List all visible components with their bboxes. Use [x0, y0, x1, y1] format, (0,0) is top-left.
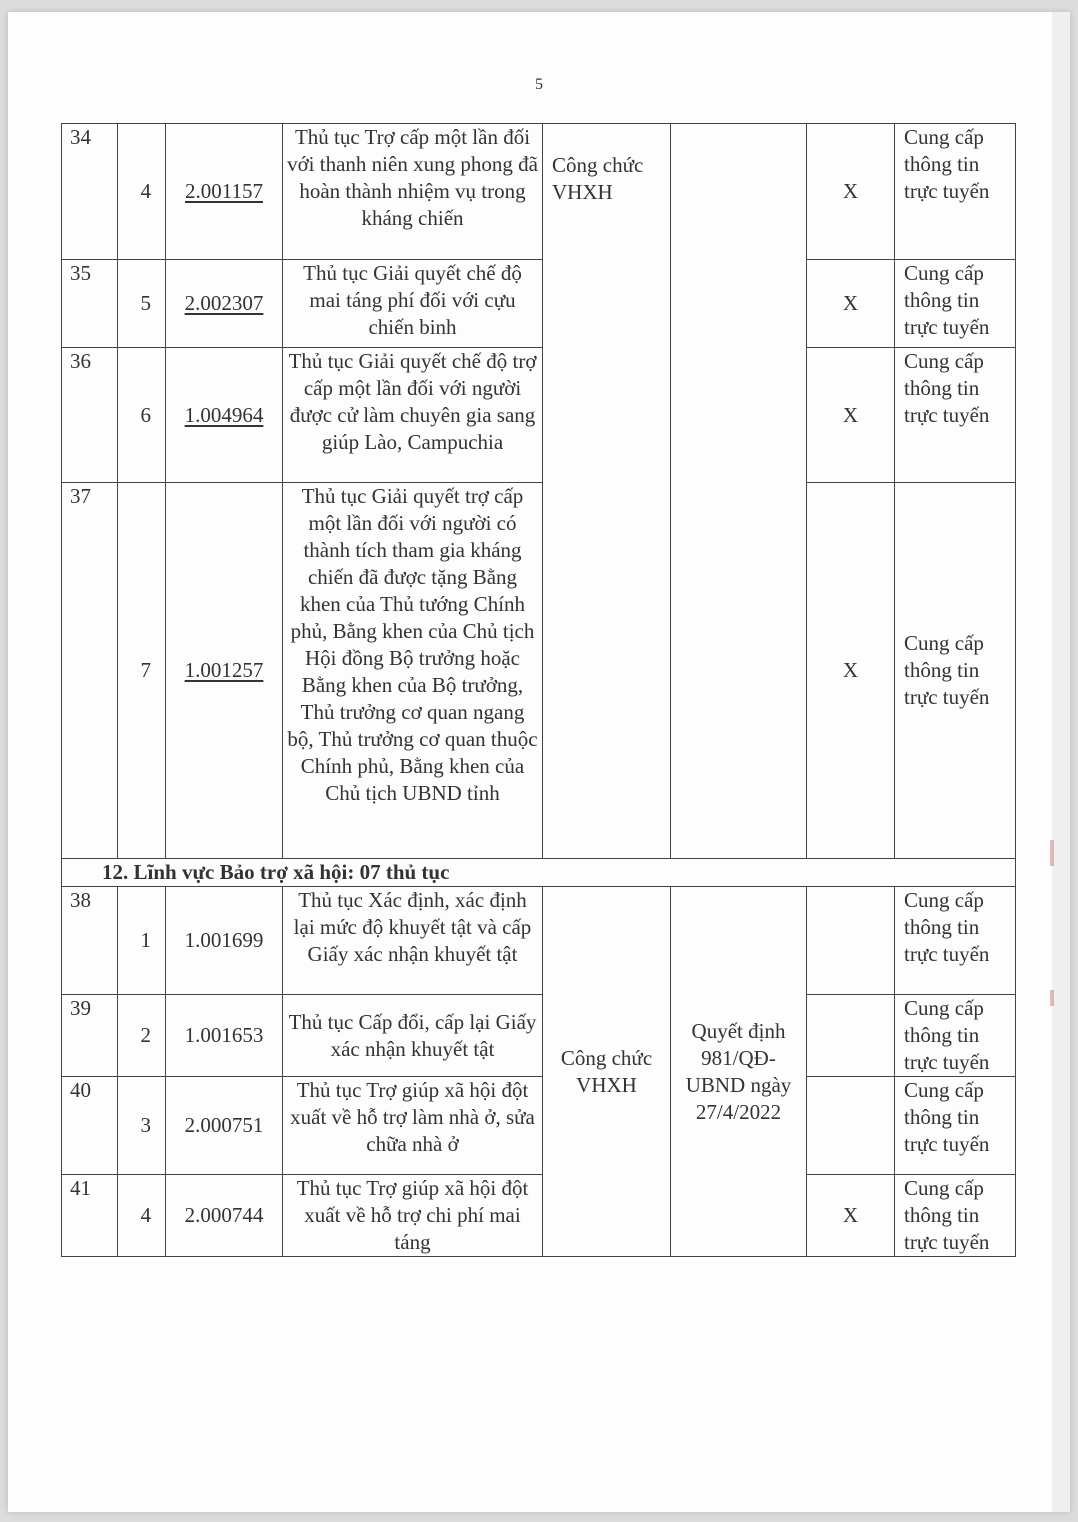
page-edge	[1052, 12, 1070, 1512]
service-level: Cung cấp thông tin trực tuyến	[895, 483, 1016, 859]
service-level: Cung cấp thông tin trực tuyến	[895, 1077, 1016, 1175]
row-sub-number: 3	[118, 1077, 166, 1175]
mark-cell: X	[807, 348, 895, 483]
row-sub-number: 4	[118, 1175, 166, 1257]
row-number: 36	[62, 348, 118, 483]
procedure-name: Thủ tục Trợ giúp xã hội đột xuất về hỗ trợ chi phí mai táng	[283, 1175, 543, 1257]
section-title: 12. Lĩnh vực Bảo trợ xã hội: 07 thủ tục	[62, 859, 1016, 887]
row-sub-number: 2	[118, 995, 166, 1077]
table-row	[62, 124, 1016, 260]
row-number: 38	[62, 887, 118, 995]
procedure-code-link[interactable]: 1.004964	[166, 348, 283, 483]
procedure-code-link[interactable]: 2.002307	[166, 260, 283, 348]
row-number: 37	[62, 483, 118, 859]
procedure-name: Thủ tục Giải quyết chế độ trợ cấp một lần đối với người được cử làm chuyên gia sang giúp Lào, Campuchia	[283, 348, 543, 483]
procedure-code: 1.001653	[166, 995, 283, 1077]
page-number: 5	[535, 76, 543, 93]
table-row	[62, 1077, 1016, 1175]
mark-cell: X	[807, 483, 895, 859]
row-sub-number: 5	[118, 260, 166, 348]
mark-cell	[807, 1077, 895, 1175]
procedure-code: 2.000744	[166, 1175, 283, 1257]
mark-cell	[807, 995, 895, 1077]
section-header-row	[62, 859, 1016, 887]
procedure-code: 2.000751	[166, 1077, 283, 1175]
procedure-name: Thủ tục Xác định, xác định lại mức độ khuyết tật và cấp Giấy xác nhận khuyết tật	[283, 887, 543, 995]
row-sub-number: 6	[118, 348, 166, 483]
procedure-name: Thủ tục Cấp đổi, cấp lại Giấy xác nhận khuyết tật	[283, 995, 543, 1077]
row-number: 40	[62, 1077, 118, 1175]
procedure-name: Thủ tục Trợ giúp xã hội đột xuất về hỗ trợ làm nhà ở, sửa chữa nhà ở	[283, 1077, 543, 1175]
service-level: Cung cấp thông tin trực tuyến	[895, 124, 1016, 260]
service-level: Cung cấp thông tin trực tuyến	[895, 1175, 1016, 1257]
table-row	[62, 887, 1016, 995]
row-sub-number: 7	[118, 483, 166, 859]
procedure-code-link[interactable]: 2.001157	[166, 124, 283, 260]
mark-cell: X	[807, 260, 895, 348]
procedure-name: Thủ tục Trợ cấp một lần đối với thanh niên xung phong đã hoàn thành nhiệm vụ trong kháng chiến	[283, 124, 543, 260]
procedure-name: Thủ tục Giải quyết chế độ mai táng phí đối với cựu chiến binh	[283, 260, 543, 348]
row-number: 34	[62, 124, 118, 260]
margin-mark	[1050, 990, 1054, 1006]
service-level: Cung cấp thông tin trực tuyến	[895, 887, 1016, 995]
row-sub-number: 4	[118, 124, 166, 260]
decision-cell	[671, 124, 807, 859]
agency-cell: Công chức VHXH	[543, 124, 671, 859]
table-row	[62, 260, 1016, 348]
service-level: Cung cấp thông tin trực tuyến	[895, 995, 1016, 1077]
agency-cell: Công chức VHXH	[543, 887, 671, 1257]
row-number: 39	[62, 995, 118, 1077]
table-row	[62, 348, 1016, 483]
row-number: 41	[62, 1175, 118, 1257]
procedure-code: 1.001699	[166, 887, 283, 995]
procedure-name: Thủ tục Giải quyết trợ cấp một lần đối với người có thành tích tham gia kháng chiến đã được tặng Bằng khen của Thủ tướng Chính phủ, Bằng khen của Chủ tịch Hội đồng Bộ trưởng hoặc Bằng khen của Bộ trưởng, Thủ trưởng cơ quan ngang bộ, Thủ trưởng cơ quan thuộc Chính phủ, Bằng khen của Chủ tịch UBND tỉnh	[283, 483, 543, 859]
row-sub-number: 1	[118, 887, 166, 995]
mark-cell: X	[807, 124, 895, 260]
mark-cell	[807, 887, 895, 995]
procedure-code-link[interactable]: 1.001257	[166, 483, 283, 859]
mark-cell: X	[807, 1175, 895, 1257]
margin-mark	[1050, 840, 1054, 866]
service-level: Cung cấp thông tin trực tuyến	[895, 260, 1016, 348]
procedure-table	[61, 123, 1016, 1257]
table-row	[62, 483, 1016, 859]
table-row	[62, 1175, 1016, 1257]
table-row	[62, 995, 1016, 1077]
service-level: Cung cấp thông tin trực tuyến	[895, 348, 1016, 483]
decision-cell: Quyết định 981/QĐ-UBND ngày 27/4/2022	[671, 887, 807, 1257]
row-number: 35	[62, 260, 118, 348]
